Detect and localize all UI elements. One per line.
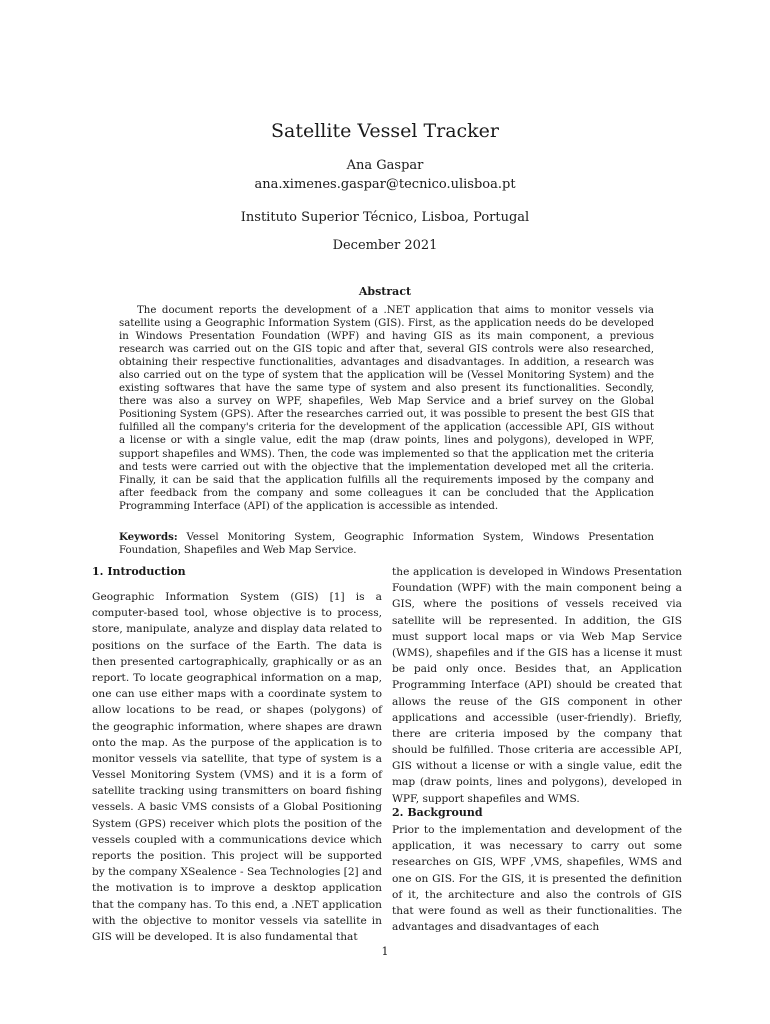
introduction-text: Geographic Information System (GIS) [1] is a computer-based tool, whose objective is to process, store, manipulate, analyze and display data related to positions on the surface of the Earth. The data is then presented cartographically, graphically or as an report. To locate geographical information on a map, one can use either maps with a coordinate system to allow locations to be read, or shapes (polygons) of the geographic information, where shapes are drawn onto the map. As the purpose of the application is to monitor vessels via satellite, that type of system is a Vessel Monitoring System (VMS) and it is a form of satellite tracking using transmitters on board fishing vessels. A basic VMS consists of a Global Positioning System (GPS) receiver which plots the position of the vessels coupled with a communications device which reports the position. This project will be supported by the company XSealence - Sea Technologies [2] and the motivation is to improve a desktop application that the company has. To this end, a .NET application with the objective to monitor vessels via satellite in GIS will be developed. It is also fundamental that [92, 591, 382, 943]
keywords-label: Keywords: [119, 531, 178, 543]
abstract-text: The document reports the development of a .NET application that aims to monitor vessels via satellite using a Geographic Information System (GIS). First, as the application needs do be developed in Windows Presentation Foundation (WPF) and having GIS as its main component, a previous research was carried out on the GIS topic and after that, several GIS controls were also researched, obtaining their respective functionalities, advantages and disadvantages. In addition, a research was also carried out on the type of system that the application will be (Vessel Monitoring System) and the existing softwares that have the same type of system and also present its functionalities. Secondly, there was also a survey on WPF, shapefiles, Web Map Service and a brief survey on the Global Positioning System (GPS). After the researches carried out, it was possible to present the best GIS that fulfilled all the company's criteria for the development of the application (accessible API, GIS without a license or with a single value, edit the map (draw points, lines and polygons), developed in WPF, support shapefiles and WMS). Then, the code was implemented so that the application met the criteria and tests were carried out with the objective that the implementation developed met all the criteria. Finally, it can be said that the application fulfills all the requirements imposed by the company and after feedback from the company and some colleagues it can be concluded that the Application Programming Interface (API) of the application is accessible as intended. [119, 305, 654, 512]
affiliation: Instituto Superior Técnico, Lisboa, Portugal [240, 210, 530, 225]
keywords-text: Vessel Monitoring System, Geographic Information System, Windows Presentation Foundation, Shapefiles and Web Map Service. [119, 532, 654, 557]
keywords [119, 531, 654, 558]
page-number: 1 [381, 945, 389, 958]
author-name: Ana Gaspar [346, 158, 424, 173]
section-heading-introduction: 1. Introduction [92, 565, 186, 578]
author-email: ana.ximenes.gaspar@tecnico.ulisboa.pt [254, 177, 516, 192]
background-text: Prior to the implementation and development of the application, it was necessary to carry out some researches on GIS, WPF ,VMS, shapefiles, WMS and one on GIS. For the GIS, it is presented the definition of it, the architecture and also the controls of GIS that were found as well as their functionalities. The advantages and disadvantages of each [392, 824, 682, 934]
date: December 2021 [332, 238, 438, 253]
paper-title: Satellite Vessel Tracker [270, 120, 500, 142]
introduction-text-continued: the application is developed in Windows Presentation Foundation (WPF) with the main component being a GIS, where the positions of vessels received via satellite will be represented. In addition, the GIS must support local maps or via Web Map Service (WMS), shapefiles and if the GIS has a license it must be paid only once. Besides that, an Application Programming Interface (API) should be created that allows the reuse of the GIS component in other applications and accessible (user-friendly). Briefly, there are criteria imposed by the company that should be fulfilled. Those criteria are accessible API, GIS without a license or with a single value, edit the map (draw points, lines and polygons), developed in WPF, support shapefiles and WMS. [392, 566, 682, 805]
section-heading-background: 2. Background [392, 806, 483, 819]
abstract-heading: Abstract [358, 285, 412, 298]
